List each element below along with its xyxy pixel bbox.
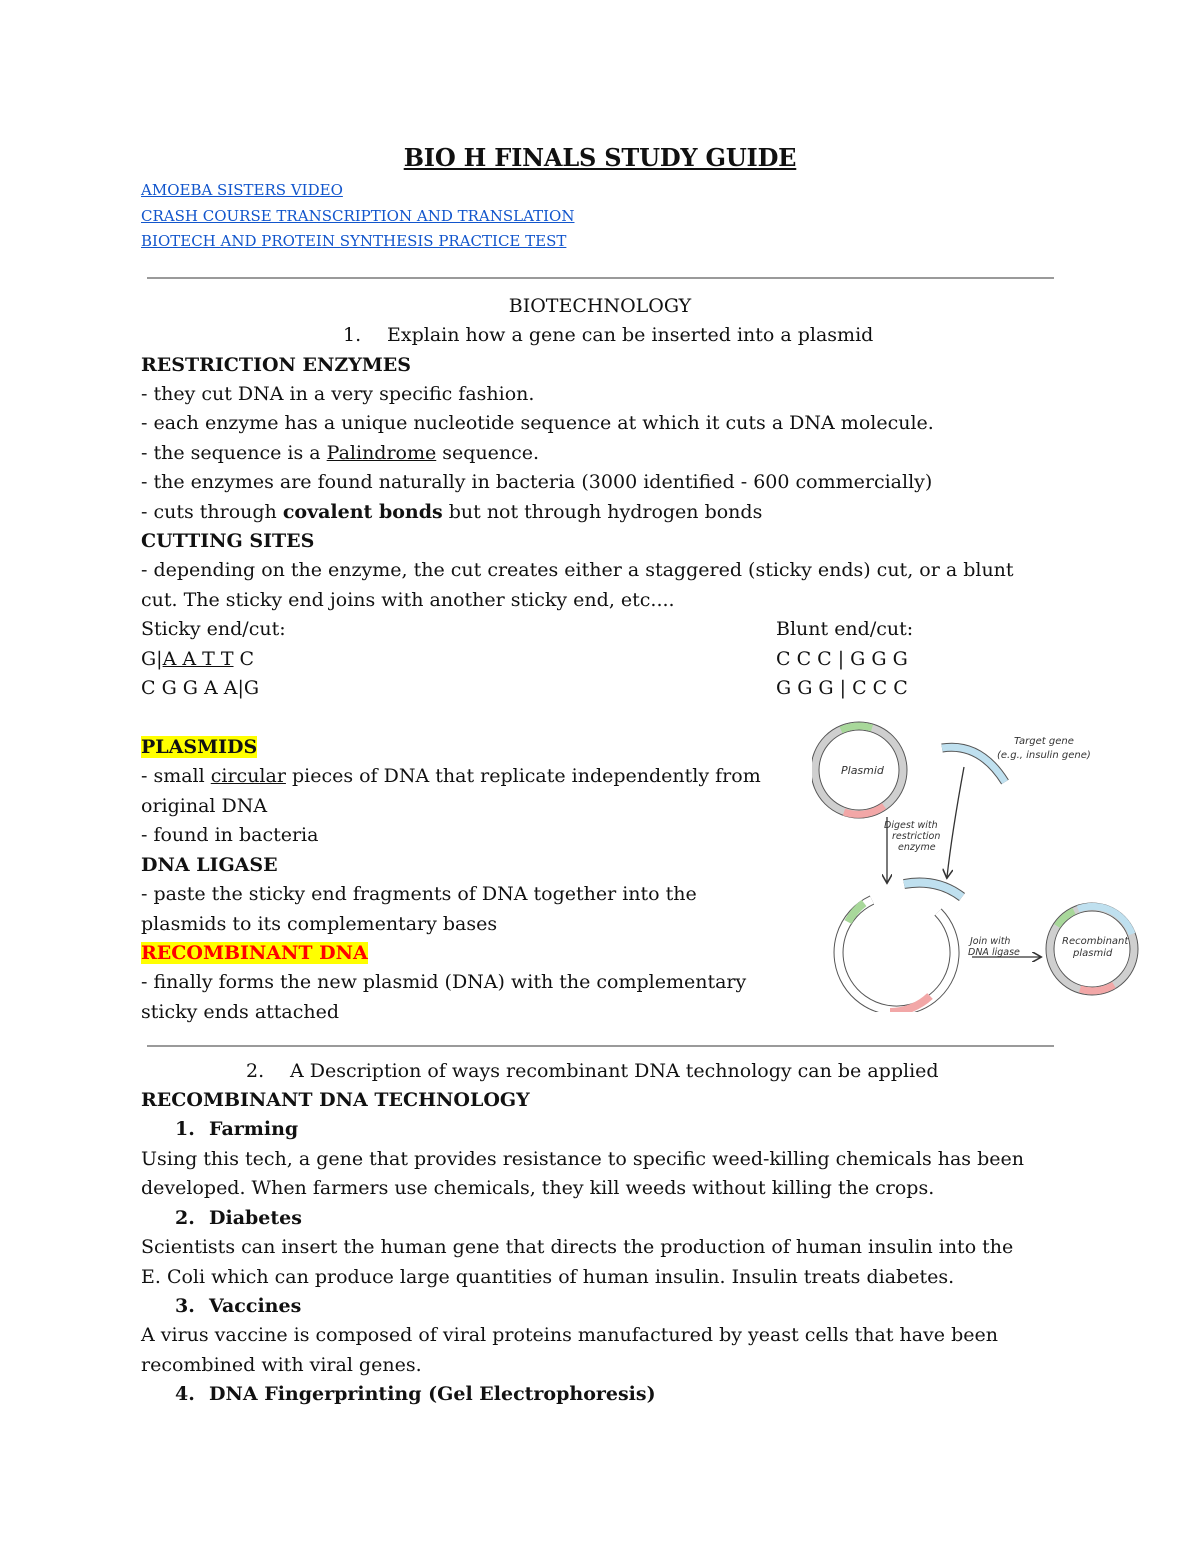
sticky-end-label: Sticky end/cut: [141,618,286,640]
question-number: 2. [246,1060,265,1082]
text-span: - cuts through [141,501,283,523]
bullet-text: sticky ends attached [141,1001,340,1023]
list-number: 1. [175,1118,195,1140]
bullet-text: plasmids to its complementary bases [141,913,498,935]
blunt-sequence-bottom: G G G | C C C [776,677,908,699]
section-heading-biotechnology: BIOTECHNOLOGY [508,295,692,317]
highlighted-heading: RECOMBINANT DNA [141,942,368,964]
application-vaccines-title [175,1292,301,1321]
list-number: 2. [175,1207,195,1229]
paragraph-line: A virus vaccine is composed of viral proteins manufactured by yeast cells that have been [141,1324,998,1346]
blunt-sequence-top: C C C | G G G [776,648,908,670]
sticky-overhang: A A T T [162,648,234,670]
paragraph-line: Using this tech, a gene that provides resistance to specific weed-killing chemicals has been [141,1148,1024,1170]
link-practice-test[interactable]: BIOTECH AND PROTEIN SYNTHESIS PRACTICE TEST [141,232,567,250]
text-span: C [233,648,255,670]
horizontal-rule [147,277,1054,279]
paragraph-line: Scientists can insert the human gene that directs the production of human insulin into the [141,1236,1014,1258]
plasmid-label: Plasmid [841,764,884,777]
question-number: 1. [343,324,362,346]
document-title: BIO H FINALS STUDY GUIDE [403,143,797,172]
application-dna-fingerprinting-title [175,1380,656,1409]
list-title: DNA Fingerprinting (Gel Electrophoresis) [209,1383,656,1405]
paragraph-line: E. Coli which can produce large quantities of human insulin. Insulin treats diabetes. [141,1266,955,1288]
arrow-gene-insert [947,767,964,877]
sticky-sequence-bottom: C G G A A|G [141,677,260,699]
highlighted-heading: PLASMIDS [141,736,258,758]
recombinant-dna-heading [141,939,368,968]
recombinant-plasmid-diagram [812,712,1142,1012]
restriction-enzymes-heading: RESTRICTION ENZYMES [141,354,412,376]
target-gene-example: (e.g., insulin gene) [997,750,1091,761]
bullet-text [141,439,539,468]
text-span: G| [141,648,163,670]
bullet-text: - the enzymes are found naturally in bacteria (3000 identified - 600 commercially) [141,471,933,493]
dna-ligase-heading: DNA LIGASE [141,854,278,876]
paragraph-line: developed. When farmers use chemicals, they kill weeds without killing the crops. [141,1177,935,1199]
covalent-bonds-term: covalent bonds [282,501,443,523]
plasmids-heading [141,733,257,762]
question-text: A Description of ways recombinant DNA technology can be applied [290,1060,939,1082]
bullet-text: - found in bacteria [141,824,319,846]
question-2 [246,1057,939,1086]
recombinant-dna-technology-heading: RECOMBINANT DNA TECHNOLOGY [141,1089,530,1111]
list-number: 3. [175,1295,195,1317]
cutting-sites-heading: CUTTING SITES [141,530,315,552]
bullet-text: - they cut DNA in a very specific fashion. [141,383,535,405]
ligase-label: Join with [970,936,1011,947]
blunt-end-label: Blunt end/cut: [776,618,914,640]
palindrome-term: Palindrome [326,442,437,464]
sticky-sequence-top [141,645,254,674]
application-farming-title [175,1115,298,1144]
question-1 [343,321,873,350]
digest-label: Digest with [884,820,938,831]
text-span: but not through hydrogen bonds [442,501,763,523]
list-title: Diabetes [209,1207,302,1229]
question-text: Explain how a gene can be inserted into a plasmid [387,324,874,346]
target-gene-fragment [942,736,1091,782]
digest-label: enzyme [898,842,936,853]
bullet-text: - paste the sticky end fragments of DNA together into the [141,883,697,905]
recombinant-plasmid [1046,903,1138,995]
list-number: 4. [175,1383,195,1405]
target-gene-label: Target gene [1014,736,1074,747]
link-amoeba-sisters-video[interactable]: AMOEBA SISTERS VIDEO [141,181,343,199]
recombinant-label: plasmid [1073,948,1113,959]
application-diabetes-title [175,1204,302,1233]
bullet-text: original DNA [141,795,268,817]
ligase-label: DNA ligase [968,947,1020,958]
text-span: pieces of DNA that replicate independently from [285,765,761,787]
horizontal-rule [147,1045,1054,1047]
paragraph-line: - depending on the enzyme, the cut creates either a staggered (sticky ends) cut, or a blunt [141,559,1014,581]
digest-label: restriction [892,831,941,842]
list-title: Vaccines [209,1295,302,1317]
bullet-text: - finally forms the new plasmid (DNA) with the complementary [141,971,747,993]
cut-plasmid [839,883,962,1012]
bullet-text [141,498,762,527]
bullet-text [141,762,761,791]
paragraph-line: cut. The sticky end joins with another sticky end, etc.... [141,589,675,611]
text-span: - small [141,765,211,787]
text-span: - the sequence is a [141,442,327,464]
paragraph-line: recombined with viral genes. [141,1354,422,1376]
bullet-text: - each enzyme has a unique nucleotide sequence at which it cuts a DNA molecule. [141,412,934,434]
circular-term: circular [210,765,286,787]
list-title: Farming [209,1118,299,1140]
text-span: sequence. [436,442,540,464]
link-crash-course[interactable]: CRASH COURSE TRANSCRIPTION AND TRANSLATION [141,207,575,225]
plasmid-circle [812,722,907,818]
recombinant-label: Recombinant [1062,936,1129,947]
